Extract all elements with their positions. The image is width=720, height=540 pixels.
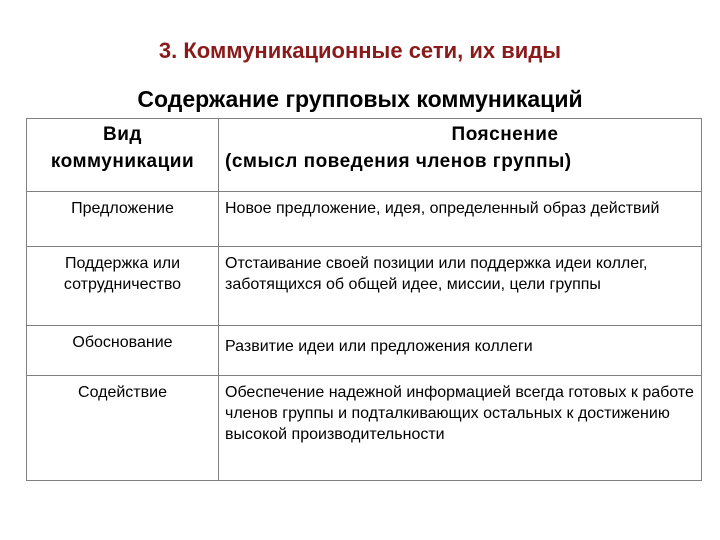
row-type: Обоснование — [27, 326, 219, 376]
row-explanation: Обеспечение надежной информацией всегда готовых к работе членов группы и подталкивающих остальных к достижению высокой производительности — [219, 376, 702, 481]
communications-table — [26, 118, 702, 481]
row-type: Содействие — [27, 376, 219, 481]
header-type-line1: Вид — [103, 124, 142, 145]
table-header-row — [27, 119, 702, 192]
slide-title: 3. Коммуникационные сети, их виды — [158, 38, 562, 63]
table-row — [27, 376, 702, 481]
row-type: Предложение — [27, 192, 219, 247]
table-row — [27, 326, 702, 376]
row-explanation: Новое предложение, идея, определенный образ действий — [219, 192, 702, 247]
header-type — [27, 119, 219, 192]
header-expl-line2: (смысл поведения членов группы) — [225, 151, 572, 172]
row-explanation: Развитие идеи или предложения коллеги — [219, 326, 702, 376]
row-explanation: Отстаивание своей позиции или поддержка идеи коллег, заботящихся об общей идее, миссии, цели группы — [219, 247, 702, 326]
header-expl-line1: Пояснение — [451, 124, 559, 145]
header-explanation — [219, 119, 702, 192]
table-row — [27, 192, 702, 247]
row-type: Поддержка или сотрудничество — [27, 247, 219, 326]
table-row — [27, 247, 702, 326]
header-type-line2: коммуникации — [50, 151, 195, 172]
table-caption: Содержание групповых коммуникаций — [137, 86, 583, 112]
